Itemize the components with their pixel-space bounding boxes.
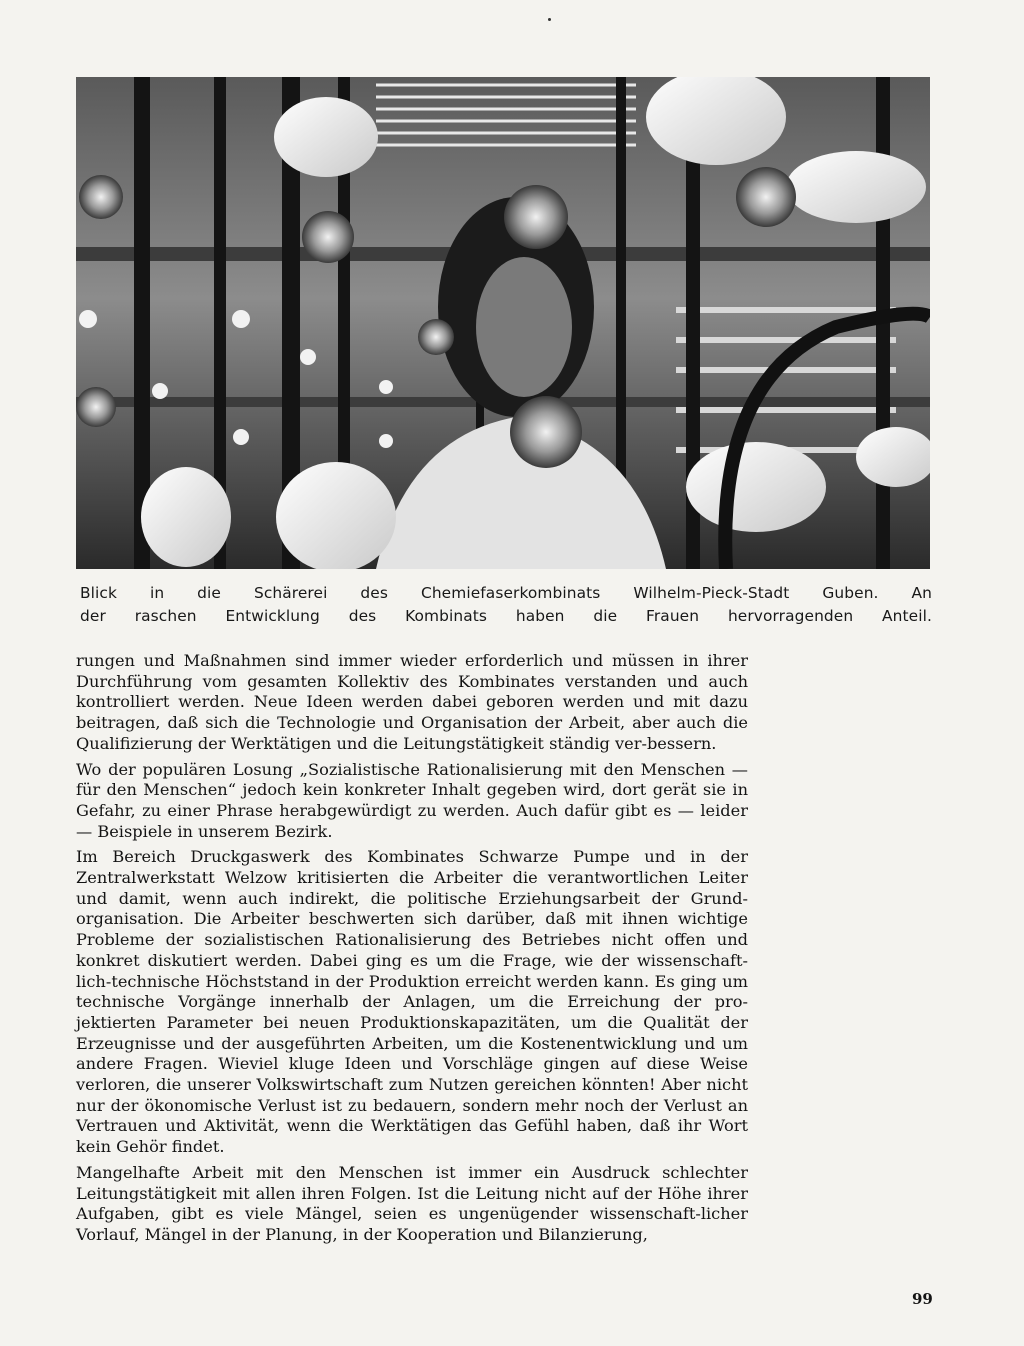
paragraph: Wo der populären Losung „Sozialistische Rationalisierung mit den Menschen — für den Menschen“ jedoch kein konkreter Inhalt gegeben wird, dort gerät sie in Gefahr, zu einer Phrase herabgewürdigt zu werden. Auch dafür gibt es — leider — Beispiele in unserem Bezirk. [76, 759, 748, 841]
paragraph: Mangelhafte Arbeit mit den Menschen ist immer ein Ausdruck schlechter Leitungstätigkeit mit allen ihren Folgen. Ist die Leitung nicht auf der Höhe ihrer Aufgaben, gibt es viele Mängel, seien es ungenügender wissenschaft-licher Vorlauf, Mängel in der Planung, in der Kooperation und Bilanzierung, [76, 1162, 748, 1244]
caption-line-1: Blick in die Schärerei des Chemiefaserkombinats Wilhelm-Pieck-Stadt Guben. An [80, 584, 932, 602]
page-number: 99 [912, 1290, 933, 1308]
paragraph: rungen und Maßnahmen sind immer wieder erforderlich und müssen in ihrer Durchführung vom gesamten Kollektiv des Kombinates verstanden und auch kontrolliert werden. Neue Ideen werden dabei geboren werden und mit dazu beitragen, daß sich die Technologie und Organisation der Arbeit, aber auch die Qualifizierung der Werktätigen und die Leitungstätigkeit ständig ver-bessern. [76, 651, 748, 753]
body-text [76, 651, 748, 1251]
photo-caption [80, 582, 932, 628]
print-speck [548, 18, 551, 21]
photograph [76, 77, 930, 569]
caption-line-2: der raschen Entwicklung des Kombinats haben die Frauen hervorragenden Anteil. [80, 607, 932, 625]
photograph-drawing [76, 77, 930, 569]
paragraph: Im Bereich Druckgaswerk des Kombinates Schwarze Pumpe und in der Zentralwerkstatt Welzow kritisierten die Arbeiter die verantwortlichen Leiter und damit, wenn auch indirekt, die politische Erziehungsarbeit der Grund-organisation. Die Arbeiter beschwerten sich darüber, daß mit ihnen wichtige Probleme der sozialistischen Rationalisierung des Betriebes nicht offen und konkret diskutiert werden. Dabei ging es um die Frage, wie der wissenschaft-lich-technische Höchststand in der Produktion erreicht werden kann. Es ging um technische Vorgänge innerhalb der Anlagen, um die Erreichung der pro-jektierten Parameter bei neuen Produktionskapazitäten, um die Qualität der Erzeugnisse und der ausgeführten Arbeiten, um die Kostenentwicklung und um andere Fragen. Wieviel kluge Ideen und Vorschläge gingen auf diese Weise verloren, die unserer Volkswirtschaft zum Nutzen gereichen könnten! Aber nicht nur der ökonomische Verlust ist zu bedauern, sondern mehr noch der Verlust an Vertrauen und Aktivität, wenn die Werktätigen das Gefühl haben, daß ihr Wort kein Gehör findet. [76, 847, 748, 1157]
